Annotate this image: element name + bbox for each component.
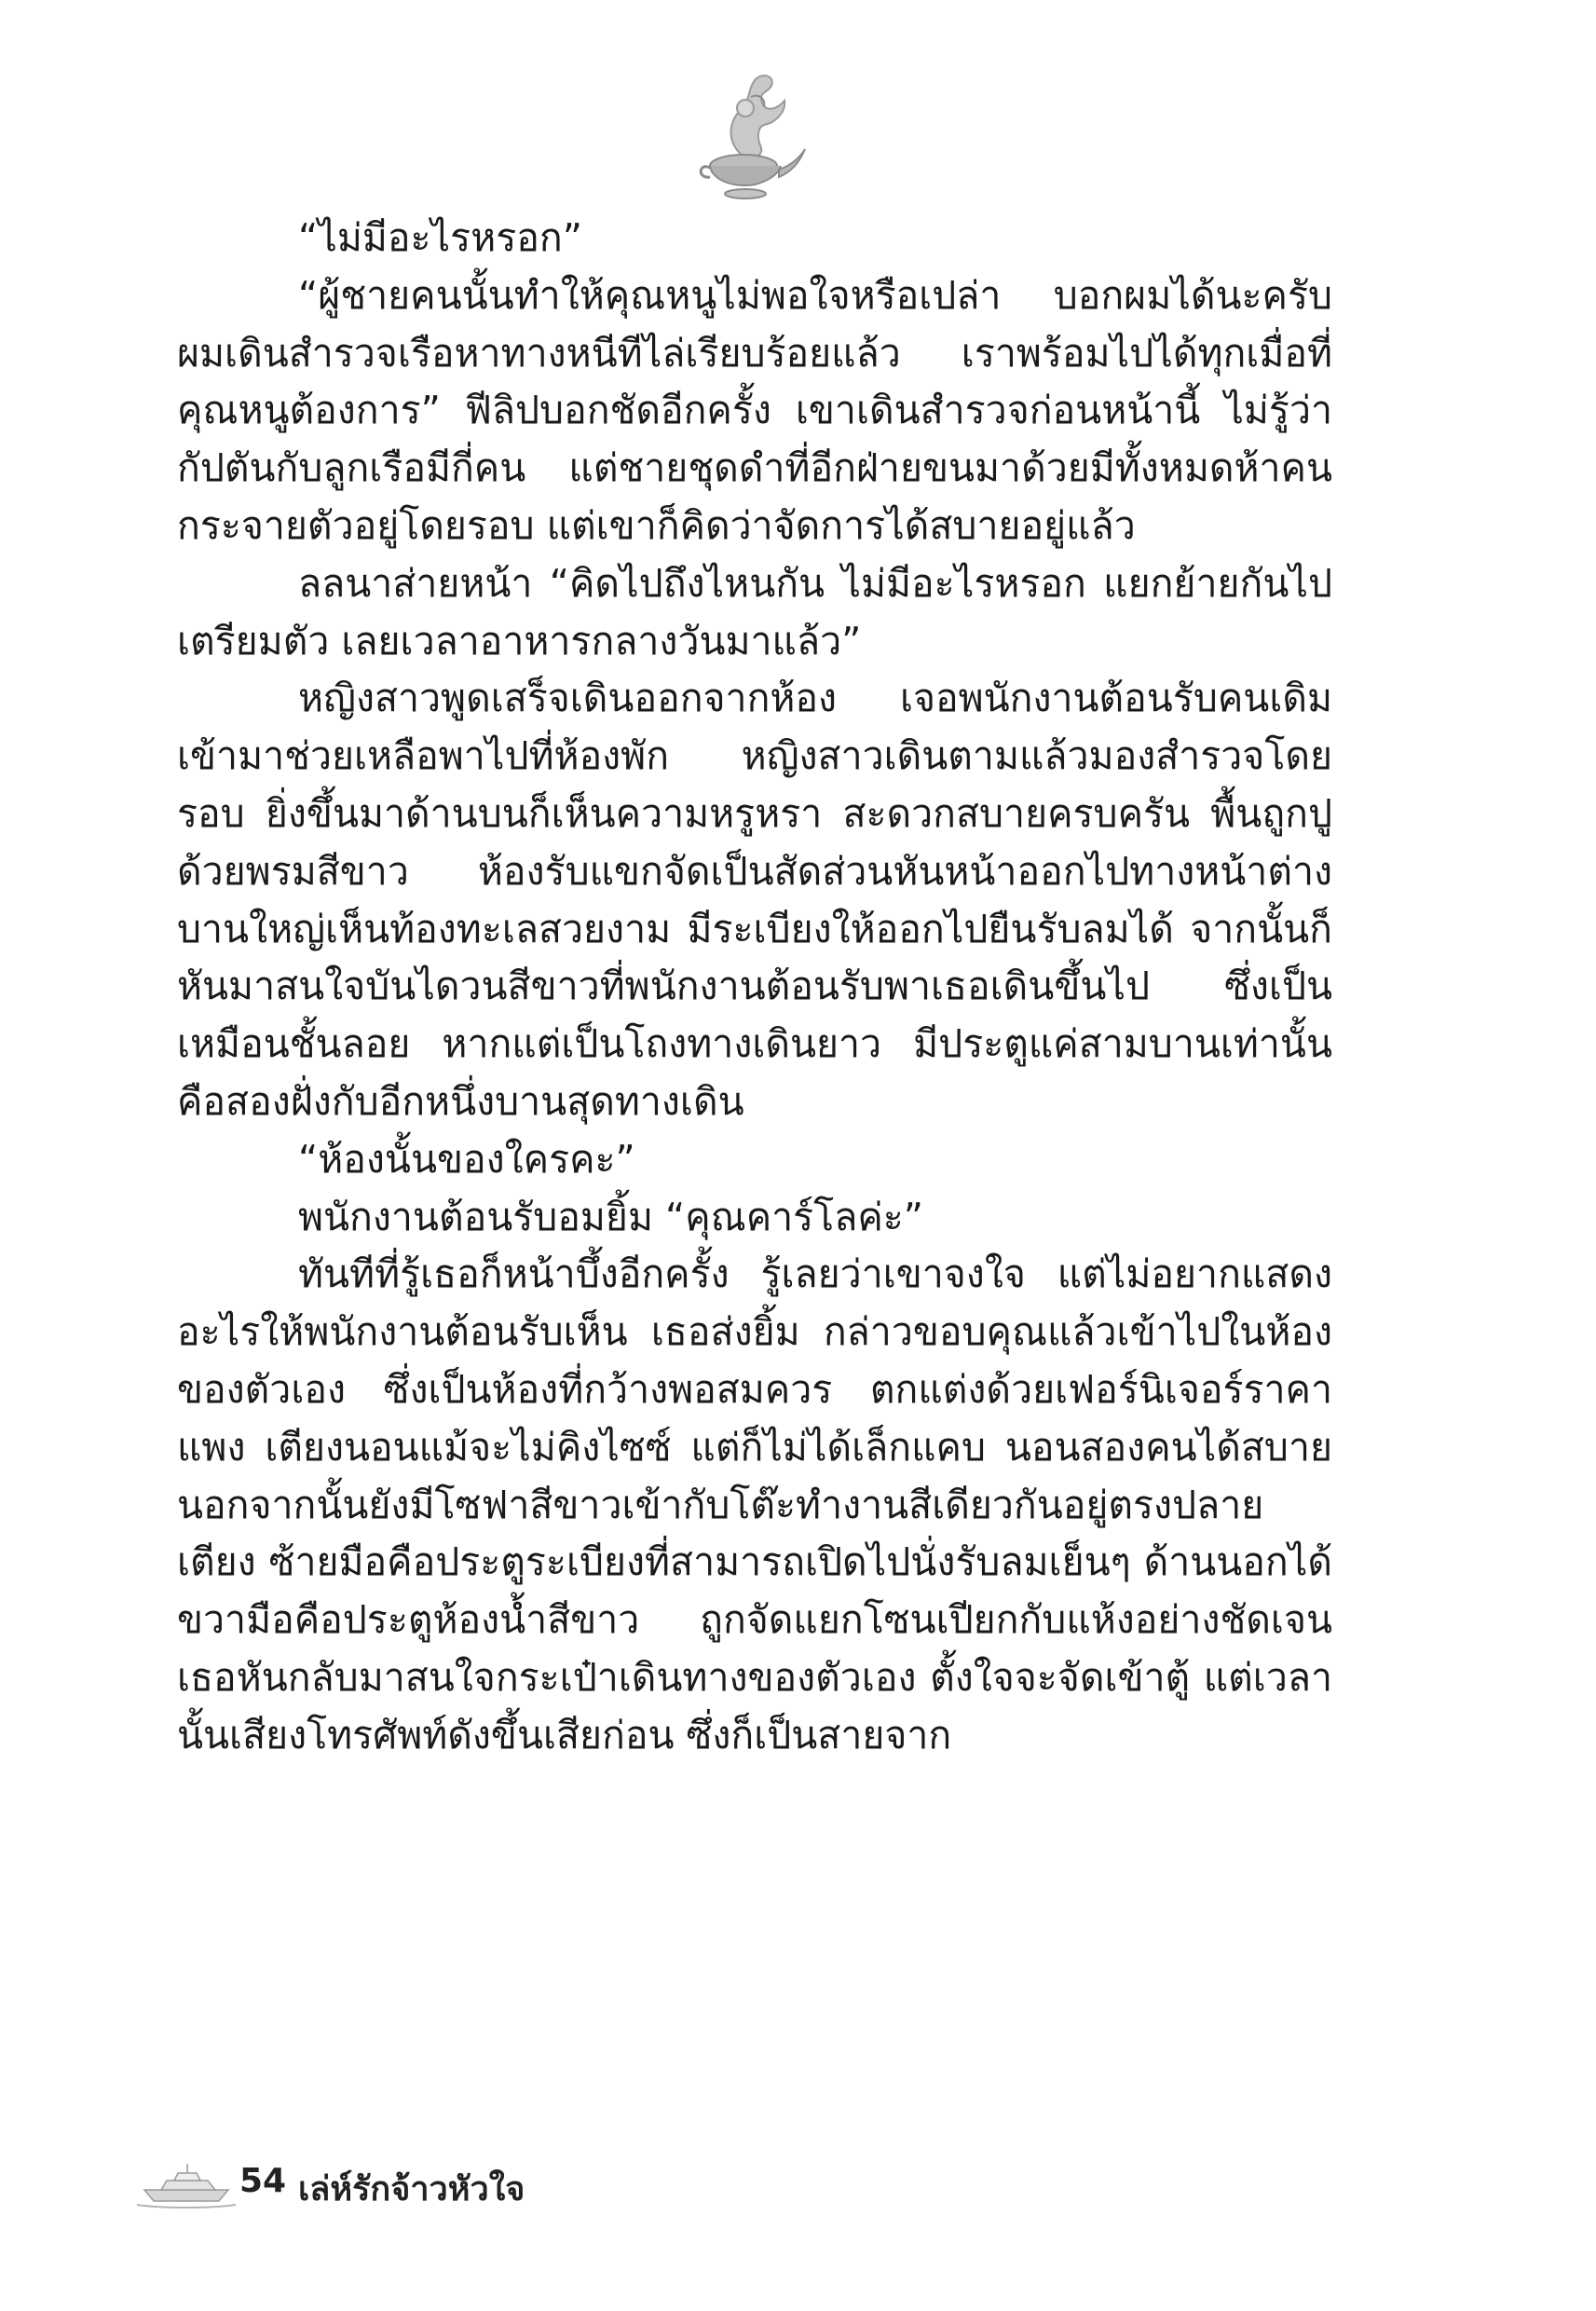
body-text [177,210,1332,1765]
page-footer [135,2154,787,2210]
paragraph: ทันทีที่รู้เธอก็หน้าบึ้งอีกครั้ง รู้เลยว่าเขาจงใจ แต่ไม่อยากแสดงอะไรให้พนักงานต้อนรับเห็น เธอส่งยิ้ม กล่าวขอบคุณแล้วเข้าไปในห้องของตัวเอง ซึ่งเป็นห้องที่กว้างพอสมควร ตกแต่งด้วยเฟอร์นิเจอร์ราคาแพง เตียงนอนแม้จะไม่คิงไซซ์ แต่ก็ไม่ได้เล็กแคบ นอนสองคนได้สบาย นอกจากนั้นยังมีโซฟาสีขาวเข้ากับโต๊ะทำงานสีเดียวกันอยู่ตรงปลายเตียง ซ้ายมือคือประตูระเบียงที่สามารถเปิดไปนั่งรับลมเย็นๆ ด้านนอกได้ ขวามือคือประตูห้องน้ำสีขาว ถูกจัดแยกโซนเปียกกับแห้งอย่างชัดเจน เธอหันกลับมาสนใจกระเป๋าเดินทางของตัวเอง ตั้งใจจะจัดเข้าตู้ แต่เวลานั้นเสียงโทรศัพท์ดังขึ้นเสียก่อน ซึ่งก็เป็นสายจาก [177,1251,1332,1757]
paragraph: ลลนาส่ายหน้า “คิดไปถึงไหนกัน ไม่มีอะไรหรอก แยกย้ายกันไปเตรียมตัว เลยเวลาอาหารกลางวันมาแล้ว” [177,560,1332,663]
paragraph: หญิงสาวพูดเสร็จเดินออกจากห้อง เจอพนักงานต้อนรับคนเดิมเข้ามาช่วยเหลือพาไปที่ห้องพัก หญิงสาวเดินตามแล้วมองสำรวจโดยรอบ ยิ่งขึ้นมาด้านบนก็เห็นความหรูหรา สะดวกสบายครบครัน พื้นถูกปูด้วยพรมสีขาว ห้องรับแขกจัดเป็นสัดส่วนหันหน้าออกไปทางหน้าต่างบานใหญ่เห็นท้องทะเลสวยงาม มีระเบียงให้ออกไปยืนรับลมได้ จากนั้นก็หันมาสนใจบันไดวนสีขาวที่พนักงานต้อนรับพาเธอเดินขึ้นไป ซึ่งเป็นเหมือนชั้นลอย หากแต่เป็นโถงทางเดินยาว มีประตูแค่สามบานเท่านั้นคือสองฝั่งกับอีกหนึ่งบานสุดทางเดิน [177,676,1332,1124]
paragraph: “ห้องนั้นของใครคะ” [298,1136,635,1182]
yacht-icon [135,2154,238,2210]
paragraph: “ไม่มีอะไรหรอก” [298,215,582,260]
genie-lamp-icon [689,65,811,205]
book-title: เล่ห์รักจ้าวหัวใจ [298,2170,525,2208]
page-number: 54 [239,2162,287,2200]
paragraph: พนักงานต้อนรับอมยิ้ม “คุณคาร์โลค่ะ” [298,1194,924,1239]
paragraph: “ผู้ชายคนนั้นทำให้คุณหนูไม่พอใจหรือเปล่า บอกผมได้นะครับ ผมเดินสำรวจเรือหาทางหนีทีไล่เรียบร้อยแล้ว เราพร้อมไปได้ทุกเมื่อที่คุณหนูต้องการ” ฟีลิปบอกชัดอีกครั้ง เขาเดินสำรวจก่อนหน้านี้ ไม่รู้ว่ากัปตันกับลูกเรือมีกี่คน แต่ชายชุดดำที่อีกฝ่ายขนมาด้วยมีทั้งหมดห้าคนกระจายตัวอยู่โดยรอบ แต่เขาก็คิดว่าจัดการได้สบายอยู่แล้ว [177,272,1332,548]
